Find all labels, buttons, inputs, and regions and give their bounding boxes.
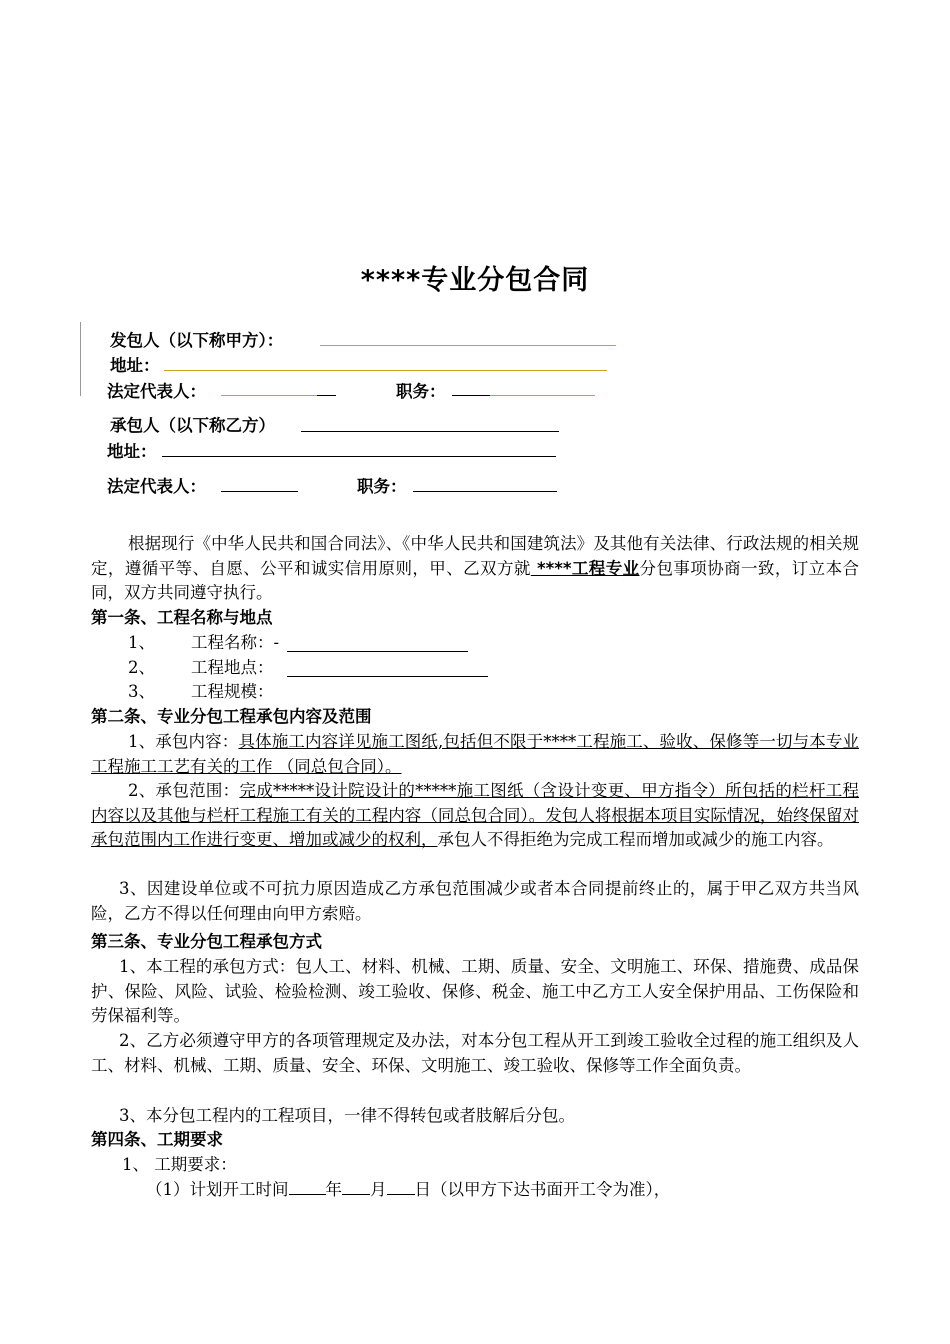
planned-start-line [146, 1178, 670, 1203]
contract-title: ****专业分包合同 [360, 265, 590, 296]
article-3-heading: 第三条、专业分包工程承包方式 [91, 932, 322, 951]
project-location-label: 工程地点： [191, 658, 274, 677]
preamble-project: ****工程专业 [530, 558, 640, 578]
party-b-label: 承包人（以下称乙方） [110, 416, 275, 435]
party-a-label: 发包人（以下称甲方）： [110, 331, 284, 350]
art2-p2-text-underlined: 完成*****设计院设计的*****施工图纸（含设计变更、甲方指令）所包括的栏杆工程内容以及其他与栏杆工程施工有关的工程内容（同总包合同）。发包人将根据本项目实际情况，始终保留对承包范围内工作进行变更、增加或减少的权利， [91, 781, 860, 850]
art3-paragraph-1: 1、本工程的承包方式：包人工、材料、机械、工期、质量、安全、文明施工、环保、措施费、成品保护、保险、风险、试验、检验检测、竣工验收、保修、税金、施工中乙方工人安全保护用品、工伤保险和劳保福利等。 [91, 957, 859, 1026]
art1-item3-num: 3、 [128, 682, 155, 701]
art2-p2-label: 2、承包范围： [128, 781, 240, 800]
article-4-heading: 第四条、工期要求 [91, 1130, 223, 1149]
party-b-rep-field[interactable] [221, 491, 298, 492]
party-b-address-label: 地址： [107, 442, 157, 461]
party-b-name-field[interactable] [301, 431, 559, 432]
day-label: 日（以甲方下达书面开工令为准）， [414, 1180, 671, 1199]
art1-item1-label [191, 631, 279, 656]
party-a-position-field-gold[interactable] [490, 395, 595, 396]
party-a-position-field[interactable] [452, 395, 490, 396]
party-b-position-label: 职务： [357, 477, 407, 496]
preamble-text2: 分包事项协商一致，订立本合同，双方共同遵守执行。 [91, 558, 860, 603]
start-day-field[interactable] [387, 1178, 415, 1195]
party-a-position-label: 职务： [396, 382, 446, 401]
margin-bar [80, 322, 81, 396]
party-a-rep-label: 法定代表人： [107, 382, 206, 401]
project-location-field[interactable] [287, 676, 488, 677]
year-label: 年 [325, 1180, 342, 1199]
party-b-address-field[interactable] [162, 456, 556, 457]
article-1-heading: 第一条、工程名称与地点 [91, 608, 273, 627]
preamble-text1: 根据现行《中华人民共和国合同法》、《中华人民共和国建筑法》及其他有关法律、行政法规的相关规定，遵循平等、自愿、公平和诚实信用原则，甲、乙双方就 [91, 534, 859, 578]
art1-item2-num: 2、 [128, 658, 155, 677]
article-2-heading: 第二条、专业分包工程承包内容及范围 [91, 707, 372, 726]
start-year-field[interactable] [289, 1178, 326, 1195]
month-label: 月 [370, 1180, 387, 1199]
party-a-name-field[interactable] [320, 345, 616, 346]
party-a-rep-field[interactable] [317, 395, 336, 396]
party-a-address-field[interactable] [164, 370, 607, 371]
project-name-label: 工程名称： [191, 633, 274, 652]
planned-start-label: （1）计划开工时间 [146, 1180, 289, 1199]
project-name-value: - [273, 633, 280, 652]
art3-paragraph-2: 2、乙方必须遵守甲方的各项管理规定及办法，对本分包工程从开工到竣工验收全过程的施工组织及人工、材料、机械、工期、质量、安全、环保、文明施工、竣工验收、保修等工作全面负责。 [91, 1031, 859, 1075]
art2-paragraph-3: 3、因建设单位或不可抗力原因造成乙方承包范围减少或者本合同提前终止的，属于甲乙双方共当风险，乙方不得以任何理由向甲方索赔。 [91, 879, 859, 923]
art2-paragraph-1 [91, 730, 859, 779]
art2-p1-label: 1、承包内容： [128, 732, 239, 751]
art4-item-1: 1、 工期要求： [122, 1155, 237, 1174]
party-b-position-field[interactable] [413, 491, 557, 492]
art2-p2-text: 承包人不得拒绝为完成工程而增加或减少的施工内容。 [437, 830, 834, 850]
preamble-paragraph [91, 532, 859, 606]
project-name-field[interactable] [287, 651, 468, 652]
party-a-address-label: 地址： [110, 356, 160, 375]
party-b-rep-label: 法定代表人： [107, 477, 206, 496]
start-month-field[interactable] [342, 1178, 370, 1195]
art2-p1-text: 具体施工内容详见施工图纸,包括但不限于****工程施工、验收、保修等一切与本专业工程施工工艺有关的工作 （同总包合同）。 [91, 732, 859, 776]
art1-item1-num: 1、 [128, 633, 155, 652]
party-a-rep-field-gold[interactable] [221, 395, 317, 396]
art3-paragraph-3: 3、本分包工程内的工程项目，一律不得转包或者肢解后分包。 [119, 1106, 575, 1125]
project-scale-label: 工程规模： [191, 682, 274, 701]
art2-paragraph-2 [91, 779, 859, 853]
